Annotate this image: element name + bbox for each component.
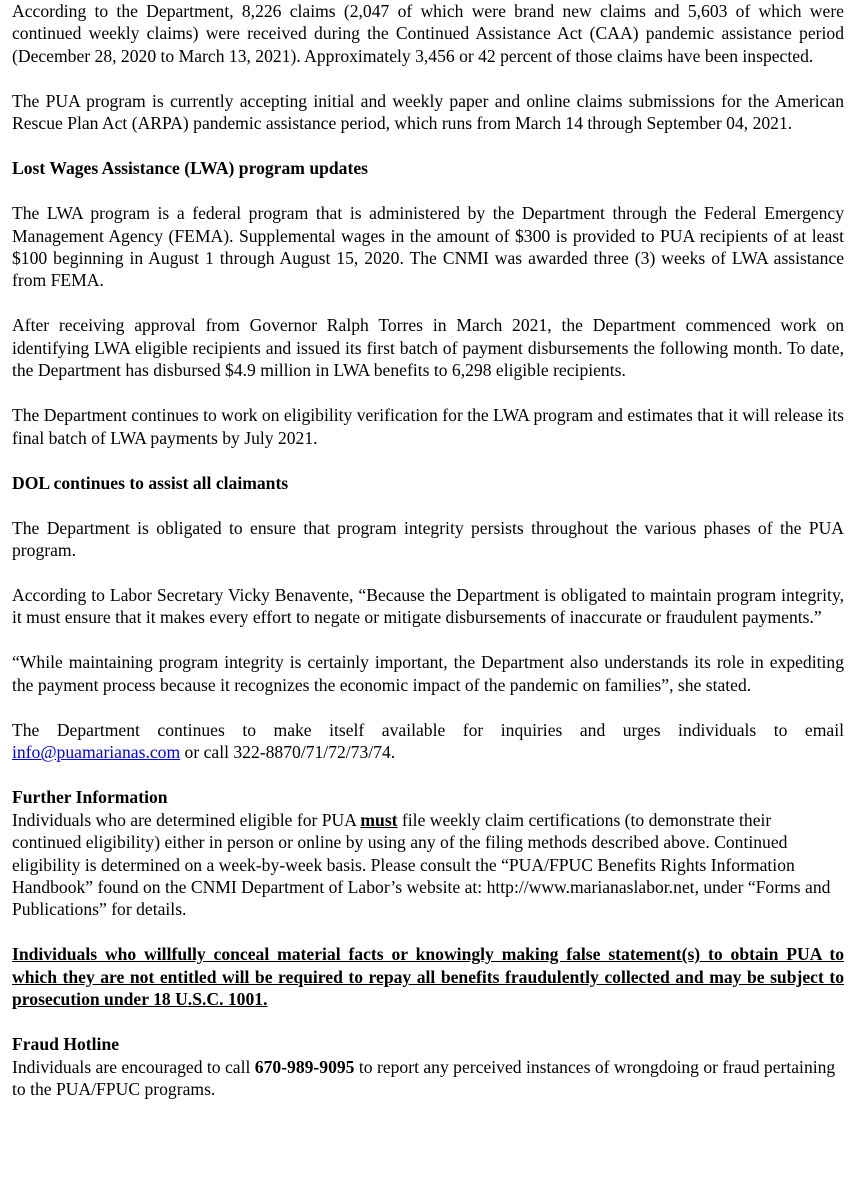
- must-emphasis: must: [360, 809, 398, 830]
- paragraph-lwa-disbursement: After receiving approval from Governor Ralph Torres in March 2021, the Department commenced work on identifying LWA eligible recipients and issued its first batch of payment disbursements the following month. To date, the Department has disbursed $4.9 million in LWA benefits to 6,298 eligible recipients.: [12, 315, 844, 381]
- paragraph-arpa-period: The PUA program is currently accepting initial and weekly paper and online claims submissions for the American Rescue Plan Act (ARPA) pandemic assistance period, which runs from March 14 through September 04, 2021.: [12, 90, 844, 134]
- hotline-phone: 670-989-9095: [254, 1056, 355, 1077]
- heading-lwa-updates: Lost Wages Assistance (LWA) program updates: [12, 158, 368, 179]
- paragraph-further-information: [12, 809, 844, 921]
- paragraph-contact: [12, 719, 844, 764]
- paragraph-secretary-quote: According to Labor Secretary Vicky Benavente, “Because the Department is obligated to maintain program integrity, it must ensure that it makes every effort to negate or mitigate disbursements of inaccurate or fraudulent payments.”: [12, 585, 844, 628]
- fraud-text-a: Individuals are encouraged to call: [12, 1056, 255, 1077]
- further-text-a: Individuals who are determined eligible for PUA: [12, 809, 361, 830]
- heading-further-information: Further Information: [12, 787, 168, 808]
- paragraph-program-integrity: The Department is obligated to ensure that program integrity persists throughout the various phases of the PUA program.: [12, 517, 844, 561]
- paragraph-lwa-program: The LWA program is a federal program that is administered by the Department through the Federal Emergency Management Agency (FEMA). Supplemental wages in the amount of $300 is provided to PUA recipients of at least $100 beginning in August 1 through August 15, 2020. The CNMI was awarded three (3) weeks of LWA assistance from FEMA.: [12, 203, 844, 291]
- contact-text-b: or call 322-8870/71/72/73/74.: [180, 742, 396, 763]
- document-page: [12, 0, 844, 1100]
- paragraph-caa-claims: According to the Department, 8,226 claims (2,047 of which were brand new claims and 5,603 of which were continued weekly claims) were received during the Continued Assistance Act (CAA) pandemic assistance period (December 28, 2020 to March 13, 2021). Approximately 3,456 or 42 percent of those claims have been inspected.: [12, 1, 844, 66]
- email-link[interactable]: info@puamarianas.com: [12, 742, 181, 763]
- fraud-text-b: to report any perceived instances of wrongdoing or fraud pertaining to the PUA/FPUC programs.: [12, 1056, 836, 1099]
- fraud-warning: Individuals who willfully conceal material facts or knowingly making false statement(s) to obtain PUA to which they are not entitled will be required to repay all benefits fraudulently collected and may be subject to prosecution under 18 U.S.C. 1001.: [12, 944, 844, 1010]
- paragraph-fraud-hotline: [12, 1056, 844, 1101]
- paragraph-payment-quote: “While maintaining program integrity is certainly important, the Department also understands its role in expediting the payment process because it recognizes the economic impact of the pandemic on families”, she stated.: [12, 652, 844, 695]
- heading-fraud-hotline: Fraud Hotline: [12, 1034, 120, 1055]
- contact-text-a: The Department continues to make itself available for inquiries and urges individuals to email: [12, 719, 844, 740]
- paragraph-lwa-verification: The Department continues to work on eligibility verification for the LWA program and estimates that it will release its final batch of LWA payments by July 2021.: [12, 405, 844, 448]
- further-text-b: file weekly claim certifications (to demonstrate their continued eligibility) either in person or online by using any of the filing methods described above. Continued eligibility is determined on a week-by-week basis. Please consult the “PUA/FPUC Benefits Rights Information Handbook” found on the CNMI Department of Labor’s website at: http://www.marianaslabor.net, under “Forms and Publications” for details.: [12, 809, 831, 920]
- heading-dol-assist: DOL continues to assist all claimants: [12, 472, 289, 493]
